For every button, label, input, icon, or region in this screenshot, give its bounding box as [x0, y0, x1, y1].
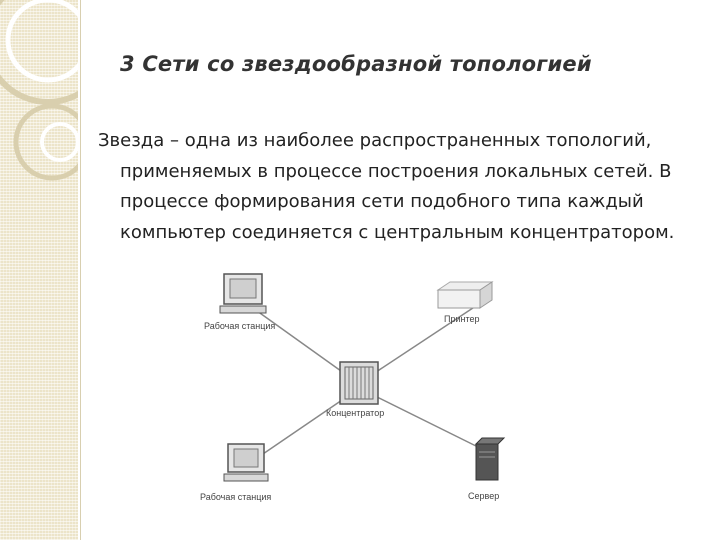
workstation-top-icon	[220, 274, 266, 313]
label-server: Сервер	[468, 491, 500, 501]
star-topology-diagram	[180, 268, 520, 508]
link-server	[375, 396, 480, 448]
label-workstation-bottom: Рабочая станция	[200, 492, 272, 502]
link-printer	[370, 300, 485, 376]
link-workstation-top	[250, 306, 348, 376]
server-icon	[476, 438, 504, 480]
label-workstation-top: Рабочая станция	[204, 321, 276, 331]
sidebar-divider	[80, 0, 81, 540]
hub-icon	[340, 362, 378, 404]
workstation-bottom-icon	[224, 444, 268, 481]
decorative-rings	[0, 0, 78, 540]
decorative-sidebar	[0, 0, 78, 540]
link-workstation-bottom	[260, 398, 345, 456]
slide-title: 3 Сети со звездообразной топологией	[120, 52, 592, 76]
printer-icon	[438, 282, 492, 308]
label-hub: Концентратор	[326, 408, 385, 418]
label-printer: Принтер	[444, 314, 480, 324]
slide-body-text: Звезда – одна из наиболее распространенных топологий, применяемых в процессе построения локальных сетей. В процессе формирования сети подобного типа каждый компьютер соединяется с центральным концентратором.	[98, 130, 675, 243]
